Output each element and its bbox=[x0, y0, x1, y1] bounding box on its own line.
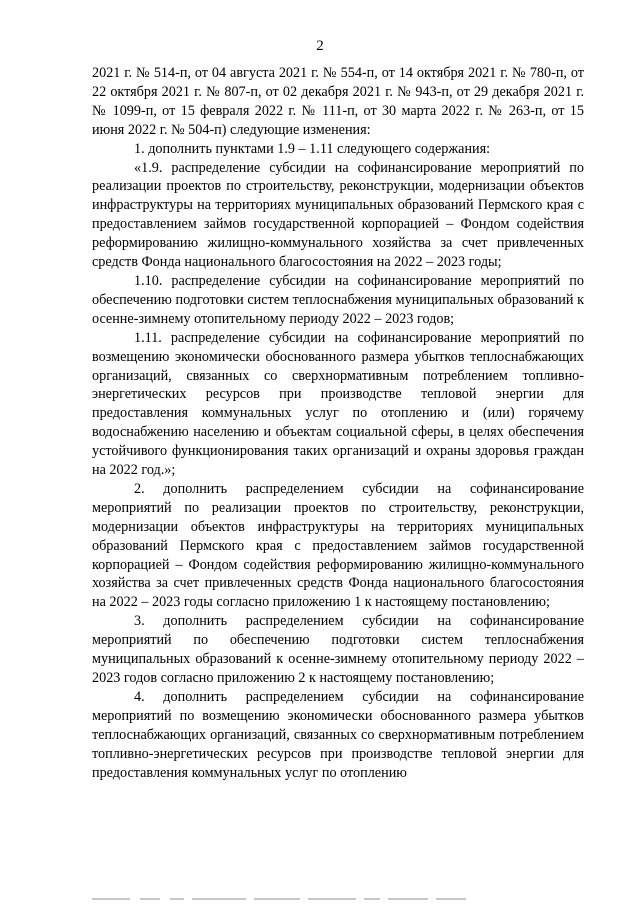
paragraph-item-4: 4. дополнить распределением субсидии на софинансирование мероприятий по возмещению экономически обоснованного размера убытков теплоснабжающих организаций, связанных со сверхнормативным потреблением топливно-энергетических ресурсов при производстве тепловой энергии для предоставления коммунальных услуг по отоплению bbox=[92, 688, 584, 781]
page-number: 2 bbox=[316, 38, 324, 54]
paragraph-item-1-10: 1.10. распределение субсидии на софинансирование мероприятий по обеспечению подготовки систем теплоснабжения муниципальных образований к осенне-зимнему отопительному периоду 2022 – 2023 годов; bbox=[92, 272, 584, 327]
scan-footer-artifact bbox=[92, 898, 572, 901]
document-body bbox=[92, 64, 584, 782]
paragraph-amendment-list: 2021 г. № 514-п, от 04 августа 2021 г. № 554-п, от 14 октября 2021 г. № 780-п, от 22 октября 2021 г. № 807-п, от 02 декабря 2021 г. № 943-п, от 29 декабря 2021 г. № 1099-п, от 15 февраля 2022 г. № 111-п, от 30 марта 2022 г. № 263-п, от 15 июня 2022 г. № 504-п) следующие изменения: bbox=[92, 65, 584, 138]
paragraph-item-2: 2. дополнить распределением субсидии на софинансирование мероприятий по реализации проектов по строительству, реконструкции, модернизации объектов инфраструктуры на территориях муниципальных образований Пермского края с предоставлением займов государственной корпорацией – Фондом содействия реформированию жилищно-коммунального хозяйства за счет привлеченных средств Фонда национального благосостояния на 2022 – 2023 годы согласно приложению 1 к настоящему постановлению; bbox=[92, 480, 584, 611]
paragraph-item-1: 1. дополнить пунктами 1.9 – 1.11 следующего содержания: bbox=[134, 140, 491, 157]
paragraph-item-1-11: 1.11. распределение субсидии на софинансирование мероприятий по возмещению экономически обоснованного размера убытков теплоснабжающих организаций, связанных со сверхнормативным потреблением топливно-энергетических ресурсов при производстве тепловой энергии для предоставления коммунальных услуг по отоплению и (или) горячему водоснабжению населению и объектам социальной сферы, в целях обеспечения устойчивого функционирования таких организаций и охраны здоровья граждан на 2022 год.»; bbox=[92, 329, 584, 479]
paragraph-item-1-9: «1.9. распределение субсидии на софинансирование мероприятий по реализации проектов по строительству, реконструкции, модернизации объектов инфраструктуры на территориях муниципальных образований Пермского края с предоставлением займов государственной корпорацией – Фондом содействия реформированию жилищно-коммунального хозяйства за счет привлеченных средств Фонда национального благосостояния на 2022 – 2023 годы; bbox=[92, 159, 584, 271]
paragraph-item-3: 3. дополнить распределением субсидии на софинансирование мероприятий по обеспечению подготовки систем теплоснабжения муниципальных образований к осенне-зимнему отопительному периоду 2022 – 2023 годов согласно приложению 2 к настоящему постановлению; bbox=[92, 613, 584, 686]
